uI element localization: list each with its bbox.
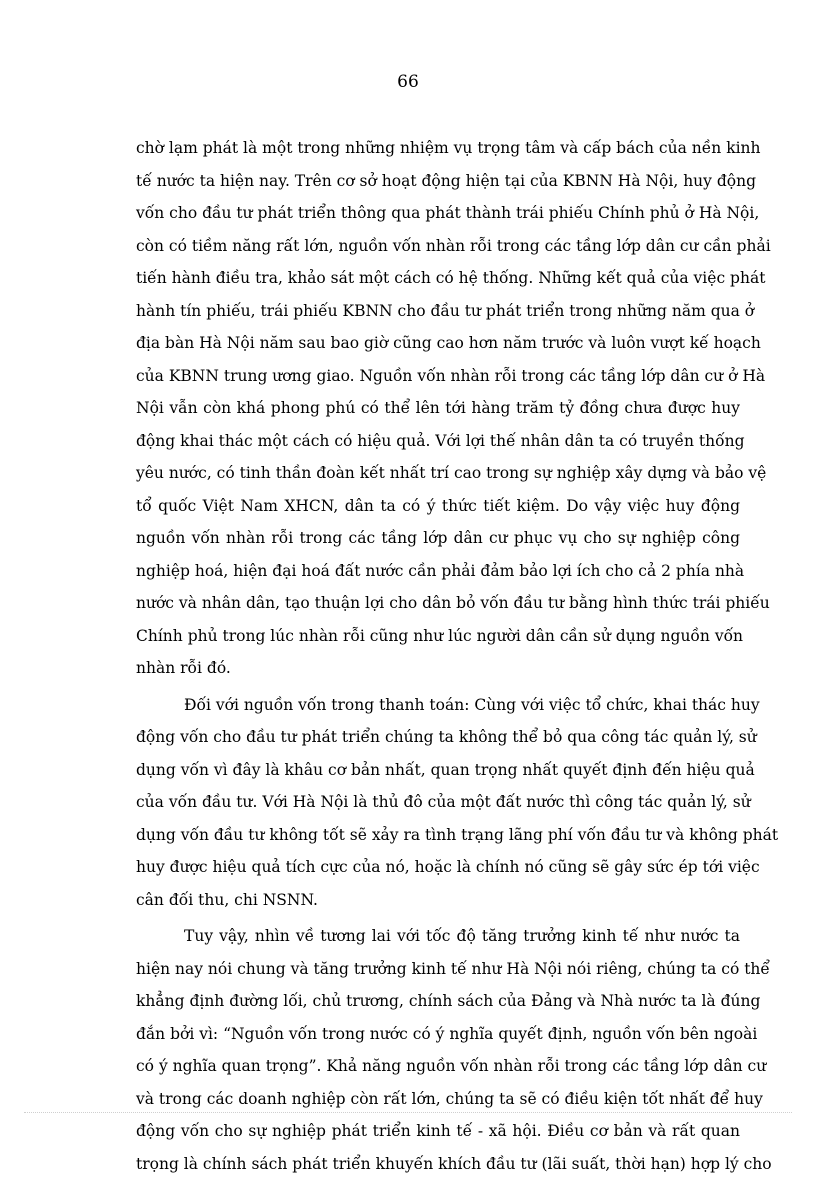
text-line: động vốn cho đầu tư phát triển chúng ta không thể bỏ qua công tác quản lý, sử bbox=[136, 721, 740, 754]
text-line: khẳng định đường lối, chủ trương, chính sách của Đảng và Nhà nước ta là đúng bbox=[136, 985, 740, 1018]
text-line: đắn bởi vì: “Nguồn vốn trong nước có ý nghĩa quyết định, nguồn vốn bên ngoài bbox=[136, 1018, 740, 1051]
paragraph bbox=[136, 689, 740, 917]
text-line: còn có tiềm năng rất lớn, nguồn vốn nhàn rỗi trong các tầng lớp dân cư cần phải bbox=[136, 230, 740, 263]
text-line: dụng vốn đầu tư không tốt sẽ xảy ra tình trạng lãng phí vốn đầu tư và không phát bbox=[136, 819, 740, 852]
text-line: hiện nay nói chung và tăng trưởng kinh tế như Hà Nội nói riêng, chúng ta có thể bbox=[136, 953, 740, 986]
text-line: nước và nhân dân, tạo thuận lợi cho dân bỏ vốn đầu tư bằng hình thức trái phiếu bbox=[136, 587, 740, 620]
text-line: vốn cho đầu tư phát triển thông qua phát thành trái phiếu Chính phủ ở Hà Nội, bbox=[136, 197, 740, 230]
text-line: tiến hành điều tra, khảo sát một cách có hệ thống. Những kết quả của việc phát bbox=[136, 262, 740, 295]
text-line: chờ lạm phát là một trong những nhiệm vụ trọng tâm và cấp bách của nền kinh bbox=[136, 132, 740, 165]
text-line: Nội vẫn còn khá phong phú có thể lên tới hàng trăm tỷ đồng chưa được huy bbox=[136, 392, 740, 425]
body-text bbox=[136, 132, 740, 1180]
text-line: Tuy vậy, nhìn về tương lai với tốc độ tăng trưởng kinh tế như nước ta bbox=[136, 920, 740, 953]
text-line: động vốn cho sự nghiệp phát triển kinh tế - xã hội. Điều cơ bản và rất quan bbox=[136, 1115, 740, 1148]
text-line: Chính phủ trong lúc nhàn rỗi cũng như lúc người dân cần sử dụng nguồn vốn bbox=[136, 620, 740, 653]
text-line: địa bàn Hà Nội năm sau bao giờ cũng cao hơn năm trước và luôn vượt kế hoạch bbox=[136, 327, 740, 360]
text-line: dụng vốn vì đây là khâu cơ bản nhất, quan trọng nhất quyết định đến hiệu quả bbox=[136, 754, 740, 787]
paragraph bbox=[136, 132, 740, 685]
text-line: của KBNN trung ương giao. Nguồn vốn nhàn rỗi trong các tầng lớp dân cư ở Hà bbox=[136, 360, 740, 393]
text-line: động khai thác một cách có hiệu quả. Với lợi thế nhân dân ta có truyền thống bbox=[136, 425, 740, 458]
text-line: tổ quốc Việt Nam XHCN, dân ta có ý thức tiết kiệm. Do vậy việc huy động bbox=[136, 490, 740, 523]
page-bottom-divider bbox=[24, 1112, 792, 1113]
text-line: của vốn đầu tư. Với Hà Nội là thủ đô của một đất nước thì công tác quản lý, sử bbox=[136, 786, 740, 819]
text-line: trọng là chính sách phát triển khuyến khích đầu tư (lãi suất, thời hạn) hợp lý cho bbox=[136, 1148, 740, 1180]
paragraph bbox=[136, 920, 740, 1180]
text-line: hành tín phiếu, trái phiếu KBNN cho đầu tư phát triển trong những năm qua ở bbox=[136, 295, 740, 328]
text-line: Đối với nguồn vốn trong thanh toán: Cùng với việc tổ chức, khai thác huy bbox=[136, 689, 740, 722]
text-line: nguồn vốn nhàn rỗi trong các tầng lớp dân cư phục vụ cho sự nghiệp công bbox=[136, 522, 740, 555]
text-line: nghiệp hoá, hiện đại hoá đất nước cần phải đảm bảo lợi ích cho cả 2 phía nhà bbox=[136, 555, 740, 588]
page-number: 66 bbox=[0, 72, 816, 92]
text-line: cân đối thu, chi NSNN. bbox=[136, 884, 740, 917]
text-line: yêu nước, có tinh thần đoàn kết nhất trí cao trong sự nghiệp xây dựng và bảo vệ bbox=[136, 457, 740, 490]
text-line: tế nước ta hiện nay. Trên cơ sở hoạt động hiện tại của KBNN Hà Nội, huy động bbox=[136, 165, 740, 198]
text-line: và trong các doanh nghiệp còn rất lớn, chúng ta sẽ có điều kiện tốt nhất để huy bbox=[136, 1083, 740, 1116]
text-line: có ý nghĩa quan trọng”. Khả năng nguồn vốn nhàn rỗi trong các tầng lớp dân cư bbox=[136, 1050, 740, 1083]
text-line: nhàn rỗi đó. bbox=[136, 652, 740, 685]
text-line: huy được hiệu quả tích cực của nó, hoặc là chính nó cũng sẽ gây sức ép tới việc bbox=[136, 851, 740, 884]
